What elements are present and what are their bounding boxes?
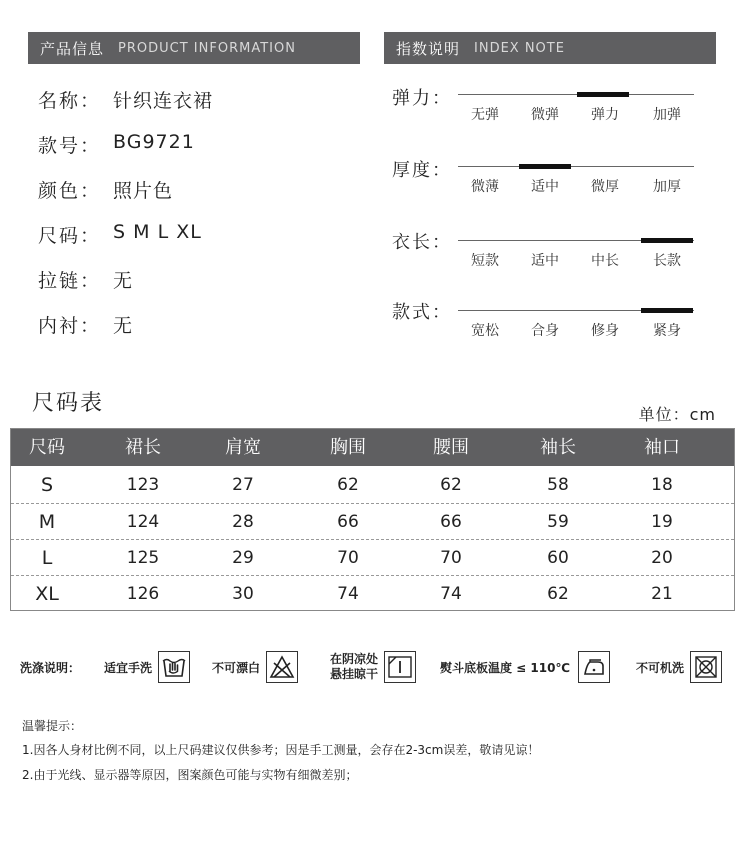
info-value: 无 (113, 270, 134, 292)
info-row-zipper: 拉链 ： 无 (38, 266, 133, 293)
table-size-cell: L (41, 547, 53, 569)
table-row (11, 539, 734, 576)
index-scale-line (458, 94, 694, 95)
iron-low-icon (578, 651, 610, 683)
index-selected-marker (577, 92, 629, 97)
care-item-hand-wash (104, 650, 190, 684)
info-value: 无 (113, 315, 134, 337)
care-label: 不可机洗 (636, 660, 685, 675)
index-option: 中长 (591, 253, 619, 269)
tips-line-1: 1.因各人身材比例不同，以上尺码建议仅供参考；因是手工测量，会存在2-3cm误差，敬请见谅！ (22, 743, 540, 757)
table-cell: 66 (337, 512, 359, 532)
index-scale-line (458, 166, 694, 167)
table-cell: 58 (547, 475, 569, 495)
info-key: 款号 (38, 135, 81, 157)
info-value: 照片色 (113, 180, 174, 202)
index-selected-marker (641, 308, 693, 313)
info-value: BG9721 (113, 131, 195, 153)
size-table-unit: 单位：cm (638, 405, 716, 424)
info-value: S M L XL (113, 221, 202, 243)
table-cell: 27 (232, 475, 254, 495)
table-row (11, 503, 734, 540)
care-label: 适宜手洗 (104, 660, 153, 675)
care-item-line-dry-shade (330, 650, 416, 684)
table-cell: 66 (440, 512, 462, 532)
table-cell: 29 (232, 548, 254, 568)
index-label: 衣长： (392, 232, 452, 253)
hand-wash-icon (158, 651, 190, 683)
table-cell: 70 (337, 548, 359, 568)
index-option: 加弹 (653, 107, 681, 123)
index-option: 微弹 (531, 107, 559, 123)
care-label: 熨斗底板温度 ≤ 110℃ (440, 660, 570, 675)
info-key: 尺码 (38, 225, 81, 247)
info-row-lining: 内衬 ： 无 (38, 311, 133, 338)
table-row (11, 467, 734, 503)
table-cell: 28 (232, 512, 254, 532)
table-cell: 124 (126, 512, 160, 532)
info-row-style-no: 款号 ： BG9721 (38, 131, 195, 157)
care-item-no-tumble-dry (636, 650, 722, 684)
table-size-cell: XL (35, 583, 59, 605)
size-table-title: 尺码表 (32, 391, 105, 416)
table-header-cell: 袖长 (540, 437, 576, 458)
info-value: 针织连衣裙 (113, 90, 214, 112)
table-cell: 60 (547, 548, 569, 568)
index-option: 微厚 (591, 179, 619, 195)
product-info-header (28, 32, 360, 64)
info-row-size: 尺码 ： S M L XL (38, 221, 202, 247)
care-item-iron (440, 650, 610, 684)
index-note-header (384, 32, 716, 64)
table-header-cell: 裙长 (125, 437, 161, 458)
table-header-cell: 胸围 (330, 437, 366, 458)
index-option: 加厚 (653, 179, 681, 195)
care-label-line2: 悬挂晾干 (330, 667, 379, 681)
index-selected-marker (519, 164, 571, 169)
table-header-cell: 尺码 (29, 437, 65, 458)
index-label: 款式： (392, 302, 452, 323)
index-label: 厚度： (392, 160, 452, 181)
care-label: 不可漂白 (212, 660, 261, 675)
table-cell: 62 (337, 475, 359, 495)
index-selected-marker (641, 238, 693, 243)
line-dry-shade-icon (384, 651, 416, 683)
index-option: 长款 (653, 253, 681, 269)
no-tumble-dry-icon (690, 651, 722, 683)
table-header-cell: 袖口 (644, 437, 680, 458)
index-note-title: 指数说明 (396, 39, 461, 58)
index-option: 无弹 (471, 107, 499, 123)
table-cell: 20 (651, 548, 673, 568)
index-option: 宽松 (471, 323, 499, 339)
care-title: 洗涤说明： (20, 660, 81, 675)
size-table (10, 428, 735, 611)
index-option: 修身 (591, 323, 619, 339)
table-cell: 30 (232, 584, 254, 604)
table-size-cell: S (40, 474, 54, 496)
table-cell: 62 (547, 584, 569, 604)
table-cell: 123 (126, 475, 160, 495)
table-cell: 21 (651, 584, 673, 604)
info-key: 颜色 (38, 180, 81, 202)
table-cell: 18 (651, 475, 673, 495)
care-item-no-bleach (212, 650, 298, 684)
index-note-subtitle: INDEX NOTE (474, 40, 565, 56)
info-key: 名称 (38, 90, 81, 112)
table-cell: 19 (651, 512, 673, 532)
care-label-line1: 在阴凉处 (330, 652, 379, 666)
table-size-cell: M (38, 511, 56, 533)
index-option: 紧身 (653, 323, 681, 339)
table-cell: 74 (440, 584, 462, 604)
product-info-subtitle: PRODUCT INFORMATION (118, 40, 296, 56)
index-option: 适中 (531, 179, 559, 195)
index-option: 适中 (531, 253, 559, 269)
info-row-color: 颜色 ： 照片色 (38, 176, 173, 203)
table-header-cell: 腰围 (433, 437, 469, 458)
index-option: 合身 (531, 323, 559, 339)
info-key: 内衬 (38, 315, 81, 337)
tips-line-2: 2.由于光线、显示器等原因，图案颜色可能与实物有细微差别； (22, 768, 358, 782)
table-header-cell: 肩宽 (225, 437, 261, 458)
table-cell: 62 (440, 475, 462, 495)
product-info-title: 产品信息 (40, 39, 105, 58)
table-cell: 59 (547, 512, 569, 532)
table-cell: 125 (126, 548, 160, 568)
info-row-name: 名称 ： 针织连衣裙 (38, 86, 213, 113)
index-label: 弹力： (392, 88, 452, 109)
size-table-header (11, 429, 734, 466)
no-bleach-icon (266, 651, 298, 683)
index-option: 短款 (471, 253, 499, 269)
table-cell: 70 (440, 548, 462, 568)
table-cell: 126 (126, 584, 160, 604)
table-row (11, 575, 734, 612)
info-key: 拉链 (38, 270, 81, 292)
table-cell: 74 (337, 584, 359, 604)
index-option: 弹力 (591, 107, 619, 123)
tips-title: 温馨提示： (22, 719, 83, 733)
index-option: 微薄 (471, 179, 499, 195)
